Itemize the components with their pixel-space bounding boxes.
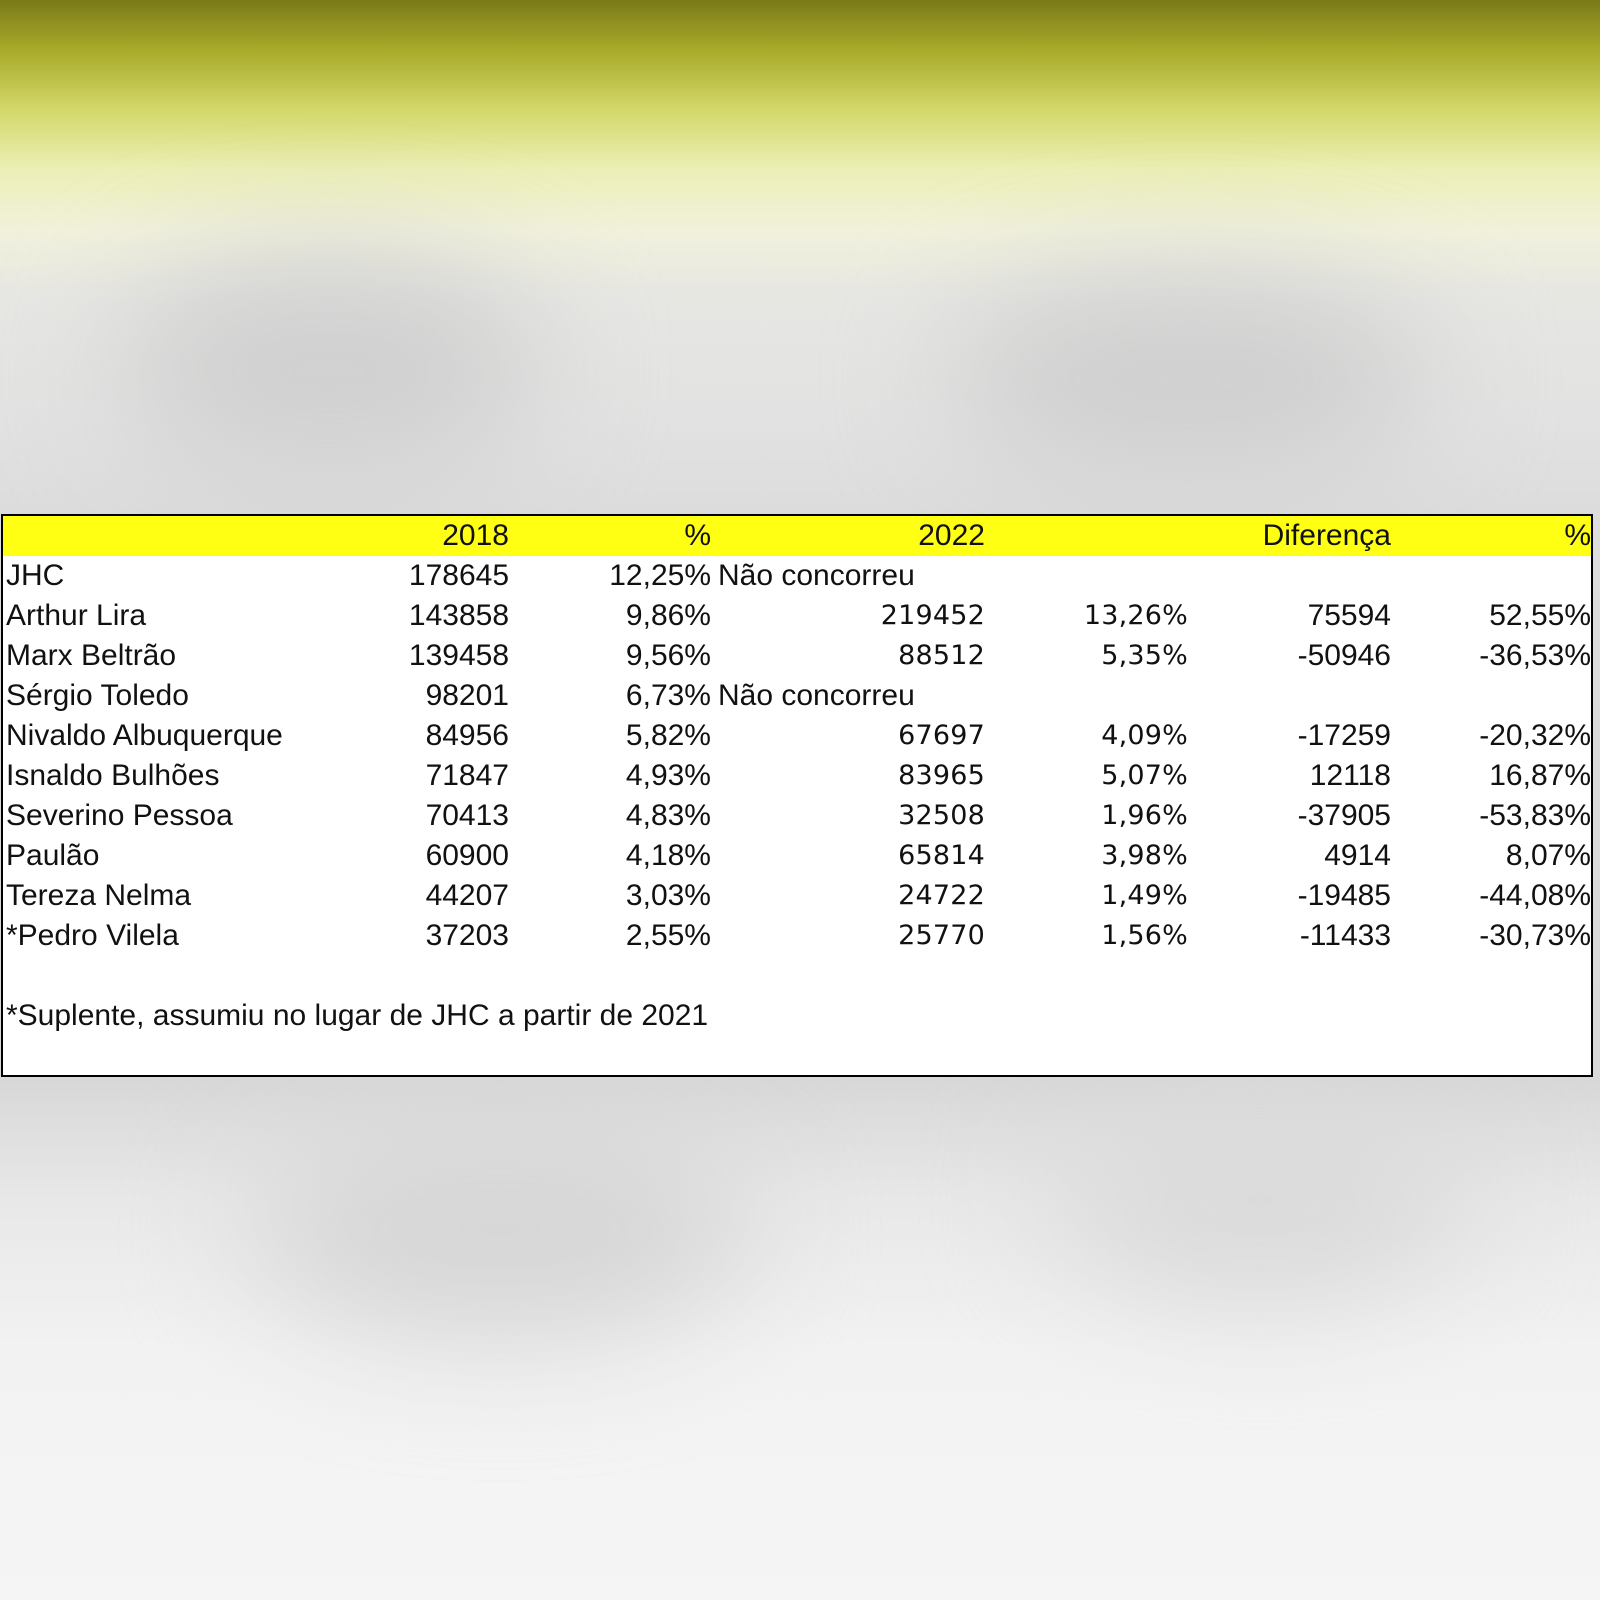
percent-2018: 9,56%: [625, 639, 711, 672]
percent-2018: 9,86%: [625, 599, 711, 632]
votes-2018: 84956: [425, 719, 509, 752]
table-row: [3, 796, 1591, 836]
header-2018: 2018: [442, 519, 509, 552]
votes-2018: 178645: [408, 559, 509, 592]
background-blob: [950, 280, 1430, 480]
table-row: [3, 716, 1591, 756]
spreadsheet-table: [1, 514, 1593, 1077]
vote-difference: 75594: [1307, 599, 1391, 632]
percent-2022: 1,56%: [1101, 920, 1188, 951]
votes-2018: 37203: [425, 919, 509, 952]
percent-2018: 12,25%: [609, 559, 711, 592]
votes-2022: 24722: [898, 880, 985, 911]
votes-2018: 70413: [425, 799, 509, 832]
percent-difference: -44,08%: [1479, 879, 1591, 912]
votes-2022: 88512: [898, 640, 985, 671]
background-blob: [1050, 1100, 1470, 1300]
vote-difference: -37905: [1297, 799, 1391, 832]
status-note: Não concorreu: [718, 679, 915, 712]
percent-2022: 1,96%: [1101, 800, 1188, 831]
candidate-name: Severino Pessoa: [6, 799, 233, 832]
percent-2022: 5,07%: [1101, 760, 1188, 791]
percent-difference: 52,55%: [1489, 599, 1591, 632]
candidate-name: JHC: [6, 559, 65, 592]
header-difference: Diferença: [1262, 519, 1391, 552]
votes-2018: 60900: [425, 839, 509, 872]
table-row: [3, 596, 1591, 636]
votes-2022: 67697: [898, 720, 985, 751]
percent-difference: -20,32%: [1479, 719, 1591, 752]
votes-2022: 65814: [898, 840, 985, 871]
header-percent-difference: %: [1564, 519, 1591, 552]
percent-2022: 1,49%: [1101, 880, 1188, 911]
votes-2018: 139458: [408, 639, 509, 672]
candidate-name: Paulão: [6, 839, 100, 872]
vote-difference: -19485: [1297, 879, 1391, 912]
votes-2022: 219452: [880, 600, 985, 631]
percent-2018: 2,55%: [625, 919, 711, 952]
votes-2022: 25770: [898, 920, 985, 951]
table-row: [3, 756, 1591, 796]
votes-2022: 83965: [898, 760, 985, 791]
vote-difference: 12118: [1309, 759, 1391, 792]
percent-2022: 3,98%: [1101, 840, 1188, 871]
votes-2018: 143858: [408, 599, 509, 632]
percent-difference: 16,87%: [1489, 759, 1591, 792]
status-note: Não concorreu: [718, 559, 915, 592]
percent-difference: -53,83%: [1479, 799, 1591, 832]
percent-2022: 13,26%: [1083, 600, 1188, 631]
candidate-name: Marx Beltrão: [6, 639, 177, 672]
vote-difference: 4914: [1324, 839, 1391, 872]
percent-difference: -36,53%: [1479, 639, 1591, 672]
votes-2018: 44207: [425, 879, 509, 912]
header-percent-2018: %: [684, 519, 711, 552]
table-row: [3, 876, 1591, 916]
header-row: [3, 516, 1591, 556]
votes-2018: 71847: [425, 759, 509, 792]
percent-2018: 3,03%: [625, 879, 711, 912]
vote-difference: -50946: [1297, 639, 1391, 672]
percent-2018: 4,93%: [625, 759, 711, 792]
percent-difference: 8,07%: [1505, 839, 1591, 872]
candidate-name: Tereza Nelma: [6, 879, 192, 912]
percent-difference: -30,73%: [1479, 919, 1591, 952]
percent-2022: 4,09%: [1101, 720, 1188, 751]
background-blob: [120, 260, 540, 480]
vote-difference: -11433: [1299, 919, 1391, 952]
table-row: [3, 916, 1591, 956]
table-row: [3, 636, 1591, 676]
vote-difference: -17259: [1297, 719, 1391, 752]
percent-2018: 4,83%: [625, 799, 711, 832]
header-2022: 2022: [918, 519, 985, 552]
background-blob: [250, 1120, 750, 1340]
percent-2022: 5,35%: [1101, 640, 1188, 671]
table-row: [3, 556, 1591, 596]
candidate-name: *Pedro Vilela: [6, 919, 179, 952]
candidate-name: Nivaldo Albuquerque: [6, 719, 283, 752]
table-row: [3, 836, 1591, 876]
candidate-name: Sérgio Toledo: [6, 679, 189, 712]
candidate-name: Arthur Lira: [6, 599, 147, 632]
candidate-name: Isnaldo Bulhões: [6, 759, 220, 792]
votes-2018: 98201: [425, 679, 509, 712]
votes-2022: 32508: [898, 800, 985, 831]
percent-2018: 6,73%: [625, 679, 711, 712]
percent-2018: 4,18%: [625, 839, 711, 872]
percent-2018: 5,82%: [625, 719, 711, 752]
footnote: *Suplente, assumiu no lugar de JHC a partir de 2021: [6, 999, 709, 1032]
table-row: [3, 676, 1591, 716]
